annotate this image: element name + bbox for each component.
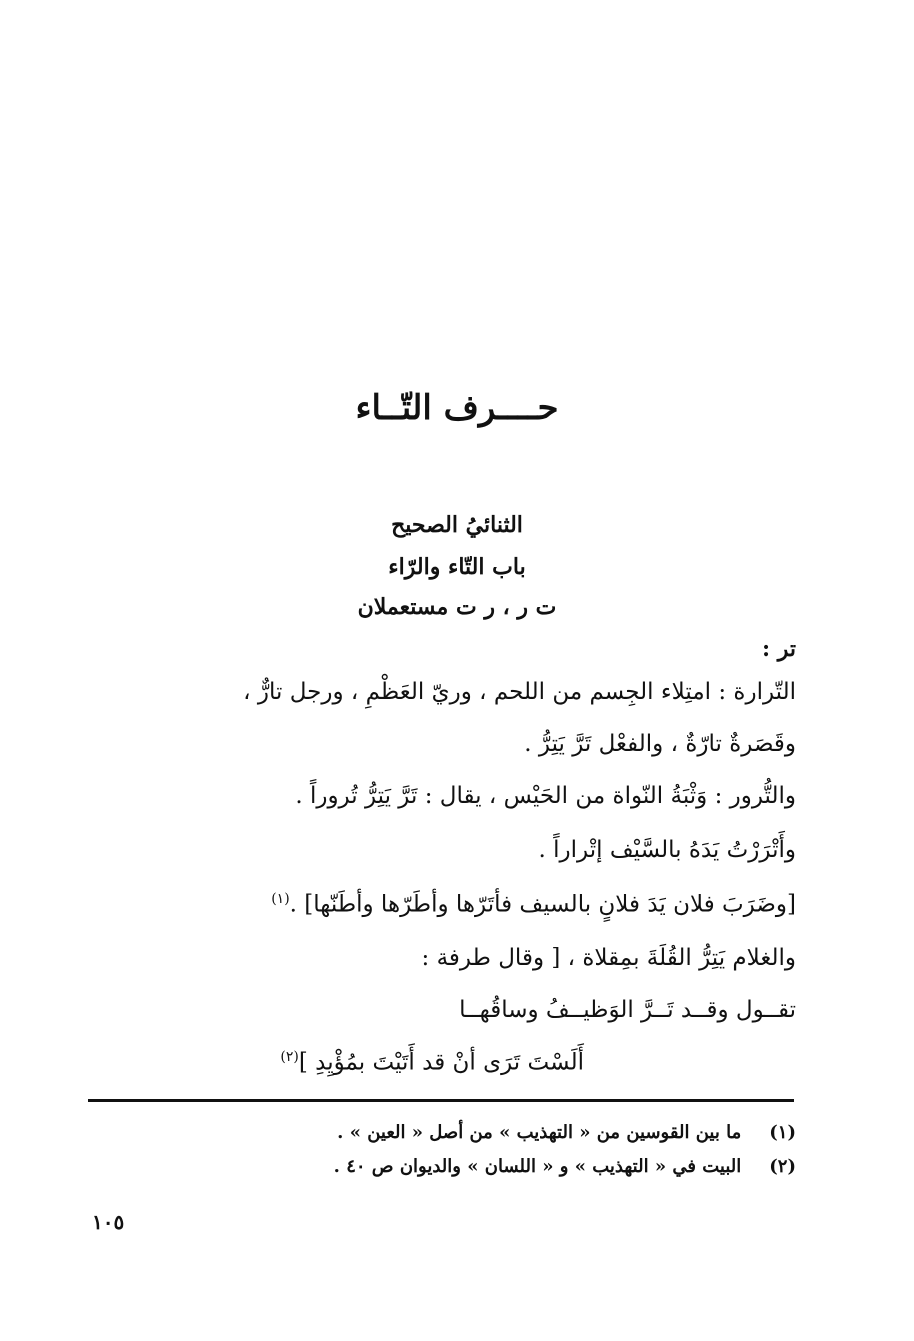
verse-line-with-footnote: [280, 1048, 584, 1079]
footnote-number: (١): [769, 1122, 796, 1143]
footnote: [334, 1156, 796, 1177]
footnote-reference: (١): [271, 891, 290, 907]
footnote-number: (٢): [769, 1156, 796, 1177]
entry-root-label: تر :: [761, 636, 796, 662]
footnote-text: البيت في « التهذيب » و « اللسان » والديوان ص ٤٠ .: [333, 1156, 742, 1177]
body-line: التّرارة : امتِلاء الجِسم من اللحم ، وريّ العَظْمِ ، ورجل تارٌّ ،: [243, 679, 796, 705]
verse-line: تقــول وقــد تَــرَّ الوَظيــفُ وساقُهــا: [459, 997, 796, 1023]
body-line-text: [وضَرَبَ فلان يَدَ فلانٍ بالسيف فأتَرّها وأطَرّها وأطَنّها] .: [289, 891, 796, 918]
chapter-heading: باب التّاء والرّاء: [388, 554, 526, 580]
footnote-divider: [88, 1099, 794, 1102]
footnote-reference: (٢): [280, 1049, 299, 1065]
subheading-roots: ت ر ، ر ت مستعملان: [357, 594, 557, 620]
chapter-title: حــــرف التّــاء: [355, 388, 559, 428]
body-line-with-footnote: [271, 890, 796, 921]
page-number: ١٠٥: [92, 1210, 125, 1234]
verse-line-text: أَلَسْتَ تَرَى أنْ قد أَتَيْتَ بمُؤْيِدِ ]: [298, 1049, 584, 1076]
section-heading: الثنائيُ الصحيح: [391, 512, 523, 538]
footnote-text: ما بين القوسين من « التهذيب » من أصل « العين » .: [337, 1122, 742, 1143]
body-line: وأَتْرَرْتُ يَدَهُ بالسَّيْف إتْراراً .: [538, 837, 796, 863]
footnote: [337, 1122, 796, 1143]
body-line: وقَصَرةٌ تارّةٌ ، والفعْل تَرَّ يَتِرُّ .: [524, 731, 796, 757]
body-line: والتُّرور : وَثْبَةُ النّواة من الحَيْس ، يقال : تَرَّ يَتِرُّ تُروراً .: [295, 783, 796, 809]
body-line: والغلام يَتِرُّ القُلَةَ بمِقلاة ، [ وقال طرفة :: [421, 945, 796, 971]
